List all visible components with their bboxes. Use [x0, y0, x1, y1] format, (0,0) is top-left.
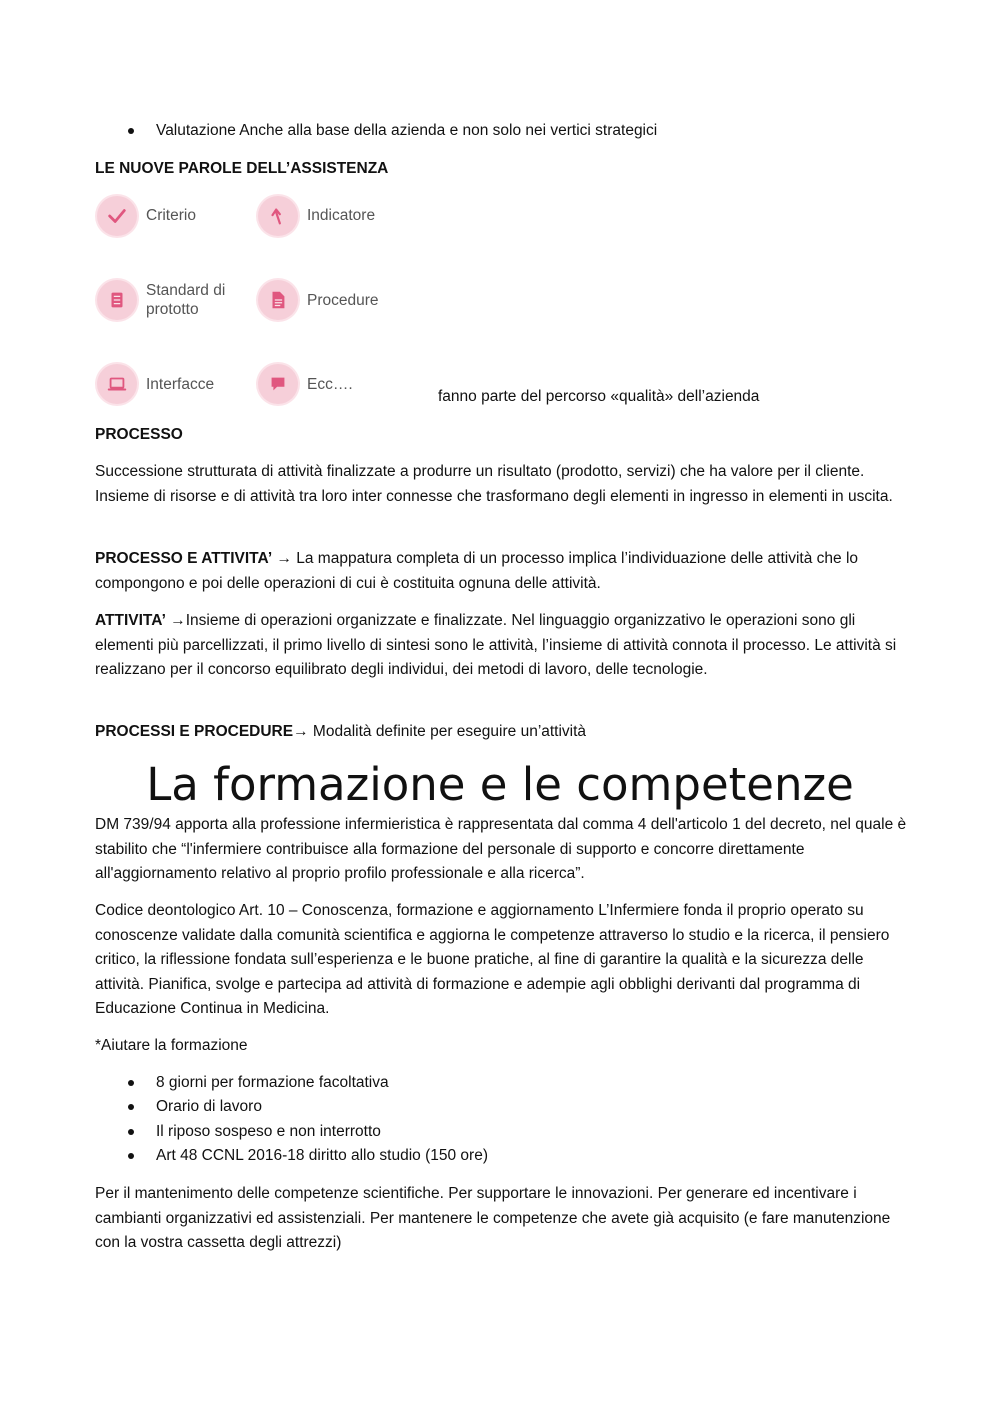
processi-procedure-text: Modalità definite per eseguire un’attività — [312, 723, 587, 740]
bullet-marker — [128, 1129, 134, 1135]
processi-procedure-paragraph — [95, 720, 910, 745]
processo-attivita-label: PROCESSO E ATTIVITA’ — [95, 550, 273, 567]
codice-paragraph: Codice deontologico Art. 10 – Conoscenza, formazione e aggiornamento L’Infermiere fonda il proprio operato su conoscenze validate dalla comunità scientifica e aggiorna le competenze attraverso lo studio e la ricerca, il pensiero critico, la riflessione fondata sull’esperienza e le buone pratiche, al fine di garantire la qualità e la sicurezza delle attività. Pianifica, svolge e partecipa ad attività di formazione e adempie agli obblighi derivanti dal programma di Educazione Continua in Medicina. — [95, 902, 890, 1017]
check-icon — [97, 196, 137, 236]
dm-paragraph: DM 739/94 apporta alla professione infermieristica è rappresentata dal comma 4 dell'articolo 1 del decreto, nel quale è stabilito che “l'infermiere contribuisce alla formazione del personale di supporto e concorre direttamente all'aggiornamento relativo al proprio profilo professionale e alla ricerca”. — [95, 816, 907, 882]
processo-heading: PROCESSO — [95, 426, 183, 443]
arrow-right-icon: → — [170, 612, 186, 629]
attivita-text: Insieme di operazioni organizzate e finalizzate. Nel linguaggio organizzativo le operazioni sono gli elementi più parcellizzati, il primo livello di sintesi sono le attività, l’insieme di attività connota il processo. Le attività si realizzano per il concorso equilibrato degli individui, dei metodi di lavoro, delle tecnologie. — [95, 612, 897, 678]
processo-attivita-text: La mappatura completa di un processo implica l’individuazione delle attività che lo compongono e poi delle operazioni di cui è costituita ognuna delle attività. — [95, 550, 859, 592]
attivita-label: ATTIVITA’ — [95, 612, 166, 629]
list-item: Art 48 CCNL 2016-18 diritto allo studio (150 ore) — [156, 1147, 488, 1164]
list-item: Il riposo sospeso e non interrotto — [156, 1123, 381, 1140]
checklist-icon — [97, 280, 137, 320]
processo-attivita-paragraph — [95, 547, 910, 596]
laptop-icon — [97, 364, 137, 404]
icon-label-interfacce: Interfacce — [146, 376, 215, 393]
intro-bullet-text: Valutazione Anche alla base della azienda e non solo nei vertici strategici — [156, 122, 658, 139]
page-title: La formazione e le competenze — [146, 758, 854, 811]
arrow-up-icon — [258, 196, 298, 236]
chat-bubble-icon — [258, 364, 298, 404]
icon-label-ecc: Ecc…. — [307, 376, 353, 393]
list-item: Orario di lavoro — [156, 1098, 262, 1115]
icon-label-criterio: Criterio — [146, 207, 196, 224]
bullet-marker — [128, 1153, 134, 1159]
icon-label-indicatore: Indicatore — [307, 207, 376, 224]
final-paragraph: Per il mantenimento delle competenze scientifiche. Per supportare le innovazioni. Per generare ed incentivare i cambianti organizzativi ed assistenziali. Per mantenere le competenze che avete già acquisito (e fare manutenzione con la vostra cassetta degli attrezzi) — [95, 1185, 891, 1251]
bullet-marker — [128, 1104, 134, 1110]
document-icon — [258, 280, 298, 320]
aiutare-heading: *Aiutare la formazione — [95, 1037, 248, 1054]
icon-caption: fanno parte del percorso «qualità» dell’azienda — [438, 388, 760, 405]
bullet-marker — [128, 128, 134, 134]
attivita-paragraph — [95, 609, 910, 683]
processo-paragraph: Successione strutturata di attività finalizzate a produrre un risultato (prodotto, servizi) che ha valore per il cliente. Insieme di risorse e di attività tra loro inter connesse che trasformano degli elementi in ingresso in elementi in uscita. — [95, 463, 893, 505]
bullet-marker — [128, 1080, 134, 1086]
icon-label-procedure: Procedure — [307, 292, 379, 309]
arrow-right-icon: → — [293, 723, 309, 740]
section-heading: LE NUOVE PAROLE DELL’ASSISTENZA — [95, 160, 389, 177]
list-item: 8 giorni per formazione facoltativa — [156, 1074, 389, 1091]
arrow-right-icon: → — [276, 550, 292, 567]
processi-procedure-label: PROCESSI E PROCEDURE — [95, 723, 294, 740]
icon-label-standard: Standard di prototto — [146, 282, 226, 318]
